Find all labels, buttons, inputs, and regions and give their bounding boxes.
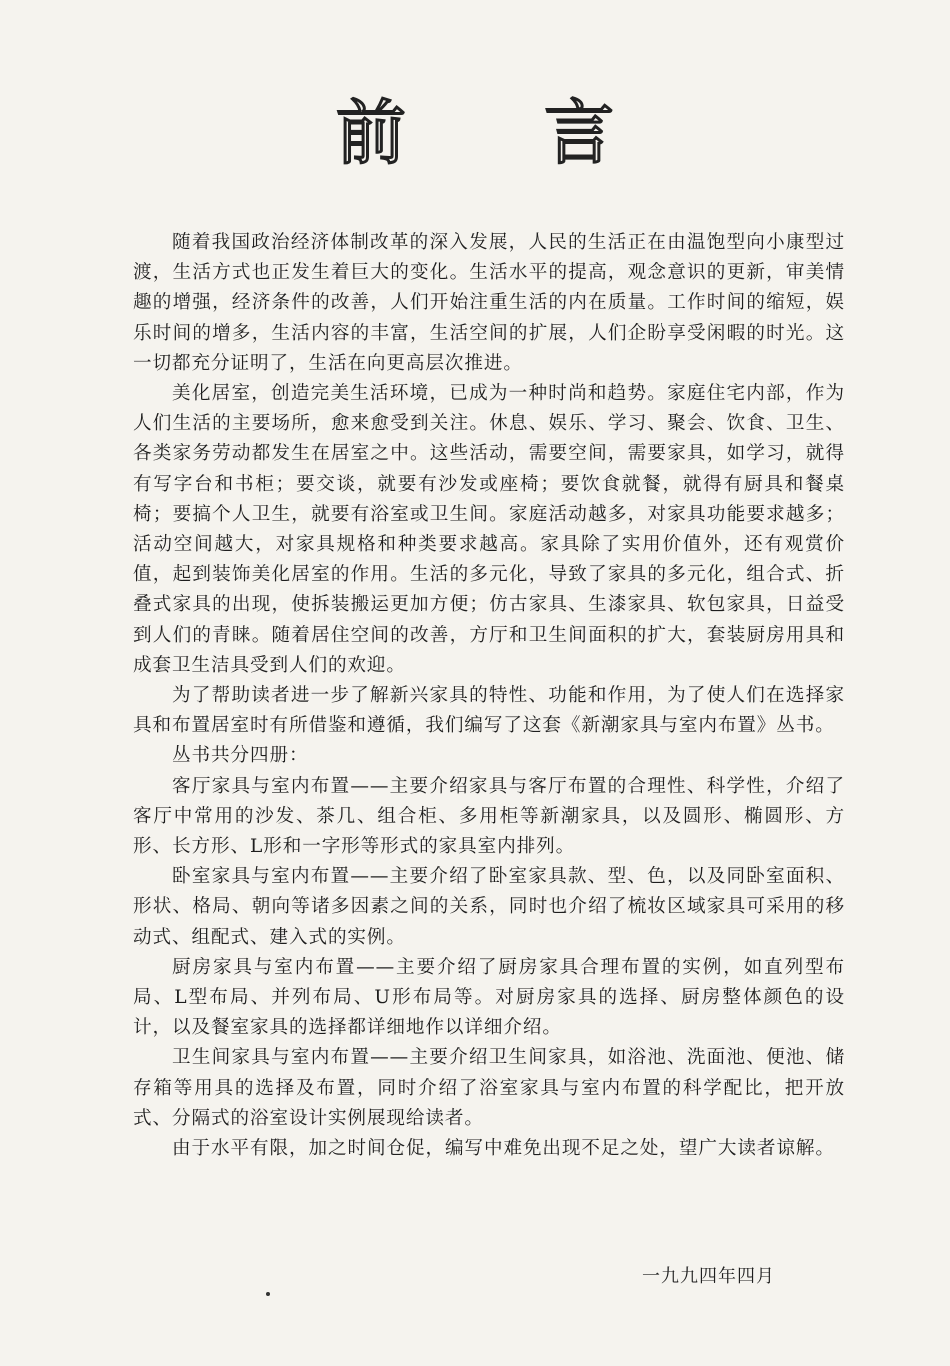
page-title: 前 言: [335, 92, 673, 174]
date-signature: 一九九四年四月: [642, 1266, 775, 1287]
ink-speck: [266, 1292, 270, 1296]
paragraph-5: 客厅家具与室内布置——主要介绍家具与客厅布置的合理性、科学性，介绍了客厅中常用的沙发、茶几、组合柜、多用柜等新潮家具，以及圆形、椭圆形、方形、长方形、L形和一字形等形式的家具室内排列。: [133, 775, 845, 858]
paragraph-8: 卫生间家具与室内布置——主要介绍卫生间家具，如浴池、洗面池、便池、储存箱等用具的选择及布置，同时介绍了浴室家具与室内布置的科学配比，把开放式、分隔式的浴室设计实例展现给读者。: [133, 1047, 845, 1129]
paragraph-2: 美化居室，创造完美生活环境，已成为一种时尚和趋势。家庭住宅内部，作为人们生活的主要场所，愈来愈受到关注。休息、娱乐、学习、聚会、饮食、卫生、各类家务劳动都发生在居室之中。这些活动，需要空间，需要家具，如学习，就得有写字台和书柜；要交谈，就要有沙发或座椅；要饮食就餐，就得有厨具和餐桌椅；要搞个人卫生，就要有浴室或卫生间。家庭活动越多，对家具功能要求越多；活动空间越大，对家具规格和种类要求越高。家具除了实用价值外，还有观赏价值，起到装饰美化居室的作用。生活的多元化，导致了家具的多元化，组合式、折叠式家具的出现，使拆装搬运更加方便；仿古家具、生漆家具、软包家具，日益受到人们的青睐。随着居住空间的改善，方厅和卫生间面积的扩大，套装厨房用具和成套卫生洁具受到人们的欢迎。: [133, 383, 845, 676]
preface-body: [133, 228, 845, 1164]
paragraph-7: 厨房家具与室内布置——主要介绍了厨房家具合理布置的实例，如直列型布局、L型布局、并列布局、U形布局等。对厨房家具的选择、厨房整体颜色的设计，以及餐室家具的选择都详细地作以详细介绍。: [133, 956, 845, 1039]
paragraph-9: 由于水平有限，加之时间仓促，编写中难免出现不足之处，望广大读者谅解。: [172, 1138, 835, 1160]
paragraph-1: 随着我国政治经济体制改革的深入发展，人民的生活正在由温饱型向小康型过渡，生活方式也正发生着巨大的变化。生活水平的提高，观念意识的更新，审美情趣的增强，经济条件的改善，人们开始注重生活的内在质量。工作时间的缩短，娱乐时间的增多，生活内容的丰富，生活空间的扩展，人们企盼享受闲暇的时光。这一切都充分证明了，生活在向更高层次推进。: [133, 232, 845, 374]
paragraph-6: 卧室家具与室内布置——主要介绍了卧室家具款、型、色，以及同卧室面积、形状、格局、朝向等诸多因素之间的关系，同时也介绍了梳妆区域家具可采用的移动式、组配式、建入式的实例。: [133, 866, 845, 948]
paragraph-3: 为了帮助读者进一步了解新兴家具的特性、功能和作用，为了使人们在选择家具和布置居室时有所借鉴和遵循，我们编写了这套《新潮家具与室内布置》丛书。: [133, 685, 845, 737]
paragraph-4: 丛书共分四册：: [172, 745, 309, 767]
